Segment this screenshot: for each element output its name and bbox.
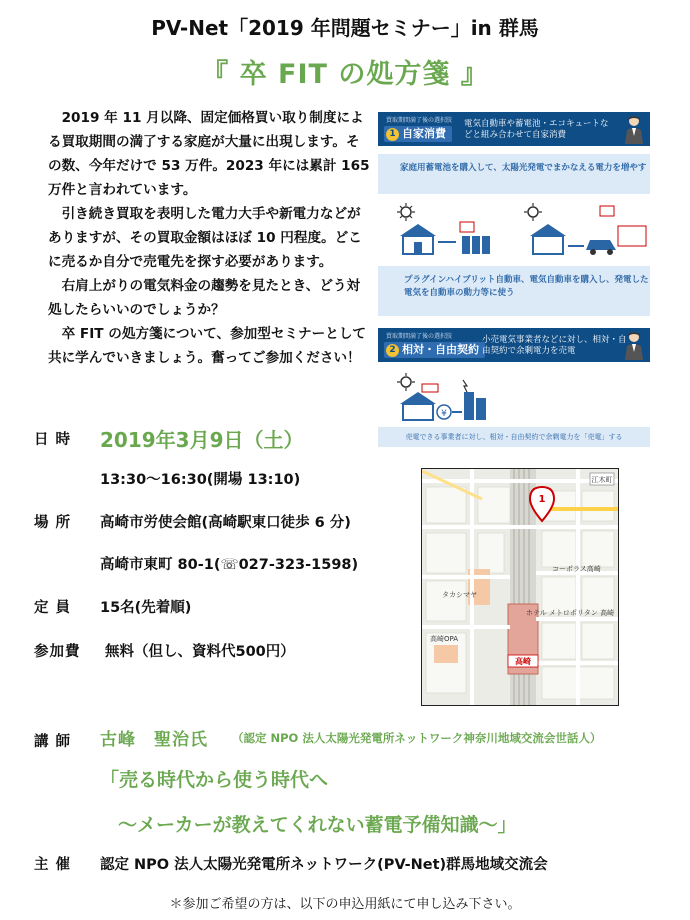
lecturer-label: 講 師: [34, 734, 72, 750]
map-street-label: 江木町: [591, 476, 613, 484]
page-title: PV-Net「2019 年問題セミナー」in 群馬: [151, 16, 539, 40]
option2-badge: [384, 342, 485, 358]
event-venue: 高崎市労使会館(高崎駅東口徒歩 6 分): [100, 515, 351, 531]
talk-title-line2: ～メーカーが教えてくれない蓄電予備知識～」: [118, 814, 517, 836]
intro-paragraph: 2019 年 11 月以降、固定価格買い取り制度による買取期間の満了する家庭が大量に出現します。その数、今年だけで 53 万件。2023 年には累計 165 万件と言われています。: [48, 110, 370, 198]
option2-small-caption: 買取期間満了後の選択肢: [386, 333, 453, 340]
sell-note: 売電できる事業者に対し、相対・自由契約で余剰電力を「売電」する: [378, 427, 650, 447]
map-marker-number: 1: [538, 494, 546, 505]
venue-label: 場 所: [34, 515, 72, 531]
talk-title-line1: 「売る時代から使う時代へ: [100, 769, 329, 791]
option2-label: 相対・自由契約: [402, 343, 479, 356]
event-host: 認定 NPO 法人太陽光発電所ネットワーク(PV-Net)群馬地域交流会: [100, 857, 548, 873]
sun-icon: [524, 203, 542, 221]
svg-text:¥: ¥: [441, 409, 447, 419]
map-place-label: 高崎OPA: [430, 635, 459, 643]
map-station-label: 高崎: [515, 657, 531, 666]
fit-options-infographic: [378, 106, 650, 451]
battery-box: 家庭用蓄電池を購入して、太陽光発電でまかなえる電力を増やす: [378, 154, 650, 194]
option1-number: 1: [386, 128, 399, 141]
event-date: 2019年3月9日（土）: [100, 428, 304, 452]
option1-desc: 電気自動車や蓄電池・エコキュートなどと組み合わせて自家消費: [464, 119, 609, 140]
intro-paragraph: 引き続き買取を表明した電力大手や新電力などがありますが、その買取金額はほぼ 10 円程度。どこに売るか自分で売電先を探す必要があります。: [48, 206, 362, 270]
host-label: 主 催: [34, 857, 72, 873]
event-fee: 無料（但し、資料代500円）: [105, 644, 295, 660]
application-footnote: ＊参加ご希望の方は、以下の申込用紙にて申し込み下さい。: [169, 897, 521, 912]
map-place-label: ホテル メトロポリタン 高崎: [526, 609, 615, 617]
street-map-drawing: [422, 469, 618, 705]
intro-text: [48, 106, 370, 370]
capacity-label: 定 員: [34, 600, 72, 616]
sell-power-illustration: [378, 372, 650, 422]
lecturer-name: 古峰 聖治氏: [100, 730, 208, 750]
map-place-label: コーポラス高崎: [552, 565, 601, 573]
ev-box: プラグインハイブリット自動車、電気自動車を購入し、発電した電気を自動車の動力等に使う: [378, 266, 650, 316]
venue-address: 高崎市東町 80-1(☏027-323-1598): [100, 557, 359, 573]
option1-label: 自家消費: [402, 127, 446, 140]
map-place-label: タカシマヤ: [442, 591, 477, 599]
event-time: 13:30～16:30(開場 13:10): [100, 472, 301, 488]
option1-small-caption: 買取期間満了後の選択肢: [386, 117, 453, 124]
lecturer-role: （認定 NPO 法人太陽光発電所ネットワーク神奈川地域交流会世話人）: [232, 731, 602, 745]
seminar-subtitle: 『 卒 FIT の処方箋 』: [201, 59, 489, 90]
option1-badge: [384, 126, 452, 142]
intro-paragraph: 卒 FIT の処方箋について、参加型セミナーとして共に学んでいきましょう。奮ってご参加ください！: [48, 326, 367, 366]
intro-paragraph: 右肩上がりの電気料金の趨勢を見たとき、どう対処したらいいのでしょうか？: [48, 278, 361, 318]
advisor-person-icon: [624, 114, 644, 144]
sun-icon: [397, 203, 415, 221]
advisor-person-icon: [624, 330, 644, 360]
option2-desc: 小売電気事業者などに対し、相対・自由契約で余剰電力を売電: [482, 335, 627, 356]
battery-house-illustration: [378, 202, 650, 260]
event-capacity: 15名(先着順): [100, 600, 192, 616]
date-label: 日 時: [34, 432, 72, 448]
option2-number: 2: [386, 344, 399, 357]
option2-bar: [378, 328, 650, 362]
sun-icon: [397, 373, 415, 391]
fee-label: 参加費: [34, 644, 81, 660]
venue-map: [421, 468, 619, 706]
option1-bar: [378, 112, 650, 146]
